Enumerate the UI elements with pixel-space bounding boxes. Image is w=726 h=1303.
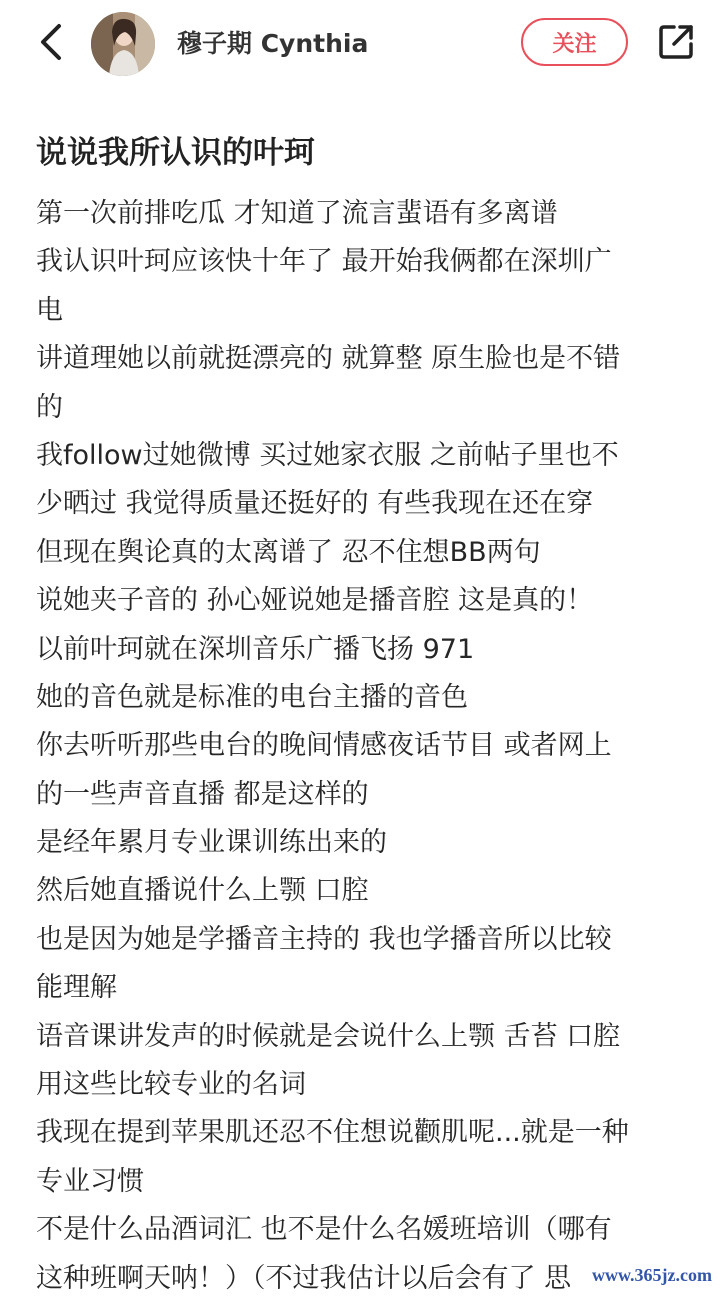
follow-button[interactable]: 关注 bbox=[521, 18, 628, 66]
post-body bbox=[36, 190, 716, 1303]
post-line: 讲道理她以前就挺漂亮的 就算整 原生脸也是不错 bbox=[36, 343, 621, 375]
post-line: 然后她直播说什么上颚 口腔 bbox=[36, 875, 369, 907]
back-button[interactable] bbox=[30, 20, 70, 64]
post-line: 但现在舆论真的太离谱了 忍不住想BB两句 bbox=[36, 536, 541, 568]
post-line: 以前叶珂就在深圳音乐广播飞扬 971 bbox=[36, 633, 475, 665]
post-line: 我现在提到苹果肌还忍不住想说颧肌呢...就是一种 bbox=[36, 1117, 629, 1149]
post-line: 这种班啊天呐！）（不过我估计以后会有了 思 bbox=[36, 1262, 572, 1294]
post-line: 的一些声音直播 都是这样的 bbox=[36, 778, 369, 810]
post-line: 电 bbox=[36, 294, 63, 326]
share-external-icon bbox=[656, 22, 696, 62]
post-line: 也是因为她是学播音主持的 我也学播音所以比较 bbox=[36, 923, 612, 955]
post-line: 不是什么品酒词汇 也不是什么名媛班培训（哪有 bbox=[36, 1214, 612, 1246]
post-line: 用这些比较专业的名词 bbox=[36, 1069, 306, 1101]
post-title: 说说我所认识的叶珂 bbox=[36, 135, 315, 171]
post-line: 我认识叶珂应该快十年了 最开始我俩都在深圳广 bbox=[36, 246, 612, 278]
avatar[interactable] bbox=[91, 12, 155, 76]
watermark: www.365jz.com bbox=[582, 1259, 722, 1292]
chevron-left-icon bbox=[37, 22, 63, 62]
post-line: 我follow过她微博 买过她家衣服 之前帖子里也不 bbox=[36, 439, 619, 471]
post-line: 的 bbox=[36, 391, 63, 423]
post-line: 你去听听那些电台的晚间情感夜话节目 或者网上 bbox=[36, 730, 612, 762]
post-line: 能理解 bbox=[36, 972, 117, 1004]
username[interactable]: 穆子期 Cynthia bbox=[177, 29, 369, 58]
top-bar bbox=[0, 0, 726, 88]
post-line: 是经年累月专业课训练出来的 bbox=[36, 827, 387, 859]
post-line: 她的音色就是标准的电台主播的音色 bbox=[36, 681, 468, 713]
share-button[interactable] bbox=[654, 20, 698, 64]
avatar-image bbox=[91, 12, 155, 76]
post-line: 专业习惯 bbox=[36, 1165, 144, 1197]
post-line: 说她夹子音的 孙心娅说她是播音腔 这是真的！ bbox=[36, 585, 594, 617]
post-line: 语音课讲发声的时候就是会说什么上颚 舌苔 口腔 bbox=[36, 1020, 621, 1052]
post-line: 少晒过 我觉得质量还挺好的 有些我现在还在穿 bbox=[36, 488, 594, 520]
post-line: 第一次前排吃瓜 才知道了流言蜚语有多离谱 bbox=[36, 198, 558, 229]
